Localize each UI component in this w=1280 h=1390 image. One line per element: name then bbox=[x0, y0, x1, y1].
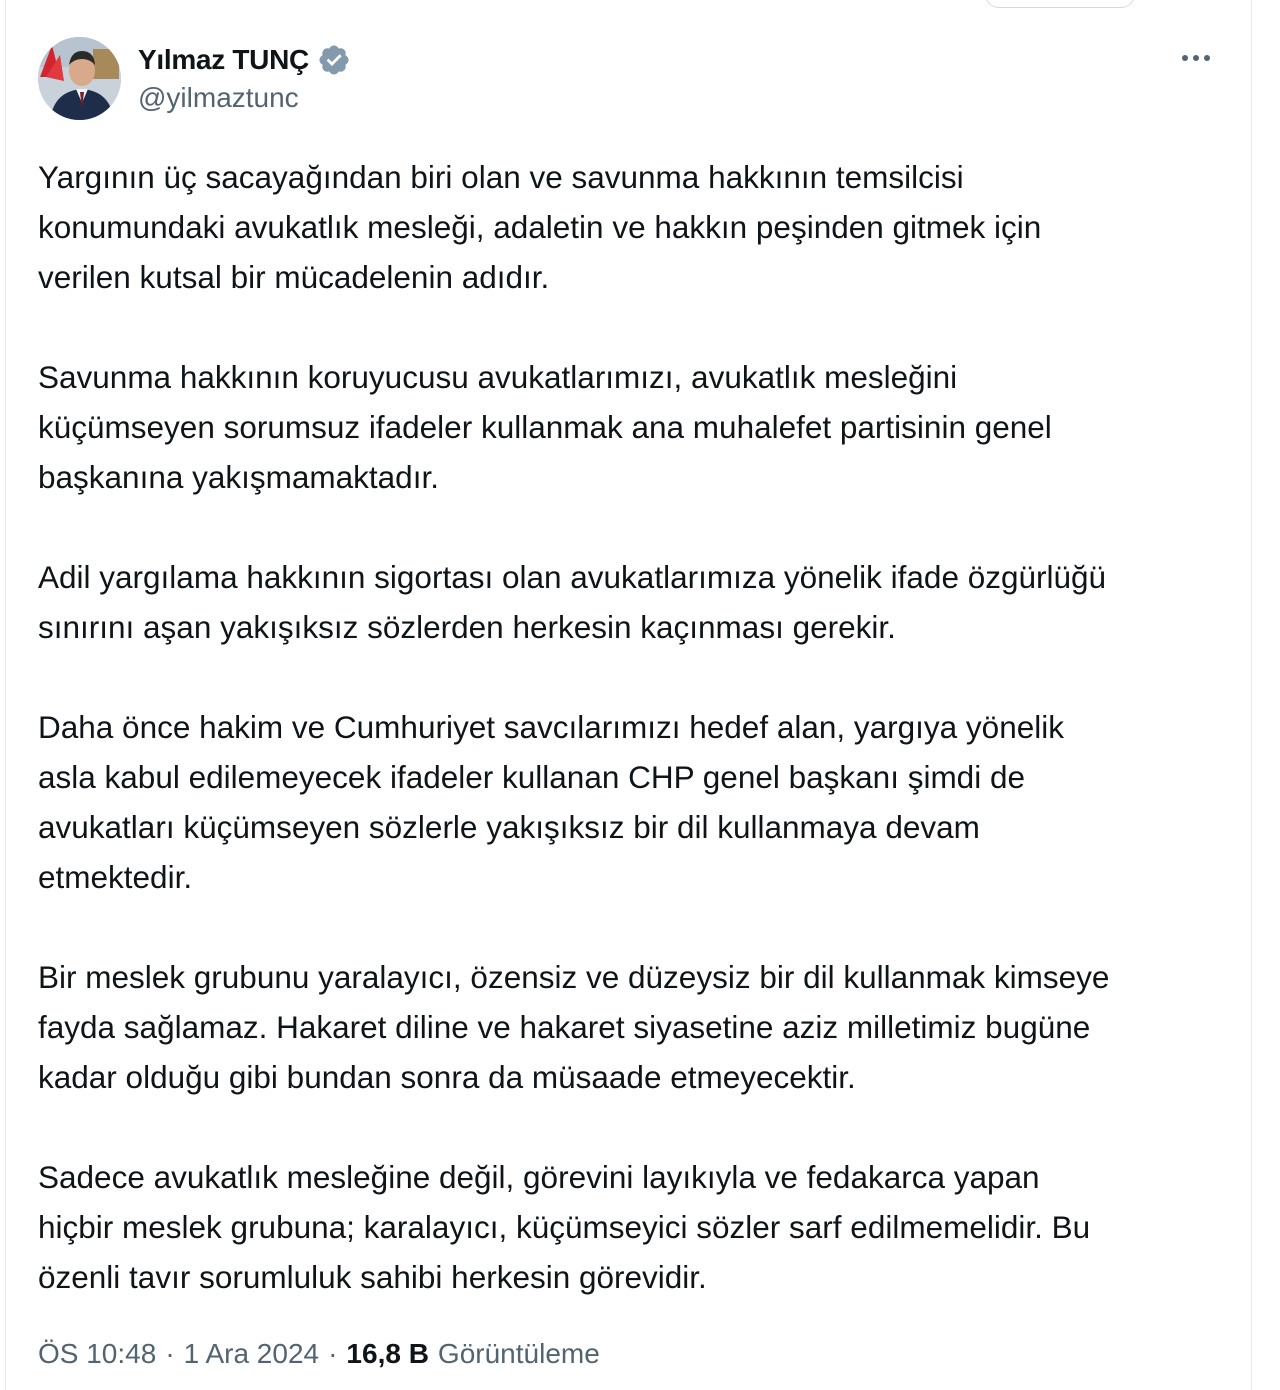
tweet-line: hiçbir meslek grubuna; karalayıcı, küçümseyici sözler sarf edilmemelidir. Bu bbox=[38, 1209, 1091, 1245]
top-pill-button[interactable] bbox=[985, 0, 1135, 8]
tweet-line: asla kabul edilemeyecek ifadeler kullanan CHP genel başkanı şimdi de bbox=[38, 759, 1025, 795]
tweet-line: küçümseyen sorumsuz ifadeler kullanmak ana muhalefet partisinin genel bbox=[38, 409, 1052, 445]
tweet-line: Sadece avukatlık mesleğine değil, görevini layıkıyla ve fedakarca yapan bbox=[38, 1159, 1040, 1195]
tweet-line: Bir meslek grubunu yaralayıcı, özensiz ve düzeysiz bir dil kullanmak kimseye bbox=[38, 959, 1110, 995]
author-name-row[interactable] bbox=[138, 40, 351, 80]
tweet-line: özenli tavır sorumluluk sahibi herkesin görevidir. bbox=[38, 1259, 707, 1295]
more-dot bbox=[1204, 55, 1210, 61]
tweet-paragraph bbox=[38, 352, 1238, 502]
tweet-line: Savunma hakkının koruyucusu avukatlarımızı, avukatlık mesleğini bbox=[38, 359, 958, 395]
tweet-line: Yargının üç sacayağından biri olan ve savunma hakkının temsilcisi bbox=[38, 159, 964, 195]
tweet-paragraph bbox=[38, 552, 1238, 652]
tweet-date[interactable]: 1 Ara 2024 bbox=[183, 1338, 320, 1369]
tweet-line: etmektedir. bbox=[38, 859, 193, 895]
tweet-line: verilen kutsal bir mücadelenin adıdır. bbox=[38, 259, 550, 295]
avatar-photo bbox=[38, 37, 121, 120]
tweet-line: başkanına yakışmamaktadır. bbox=[38, 459, 439, 495]
tweet-meta bbox=[38, 1333, 600, 1375]
tweet-line: Adil yargılama hakkının sigortası olan avukatlarımıza yönelik ifade özgürlüğü bbox=[38, 559, 1107, 595]
meta-separator: · bbox=[165, 1338, 175, 1369]
views-label: Görüntüleme bbox=[437, 1338, 600, 1369]
tweet-line: sınırını aşan yakışıksız sözlerden herkesin kaçınması gerekir. bbox=[38, 609, 896, 645]
tweet-time[interactable]: ÖS 10:48 bbox=[38, 1338, 157, 1369]
tweet-line: avukatları küçümseyen sözlerle yakışıksız bir dil kullanmaya devam bbox=[38, 809, 980, 845]
more-dot bbox=[1182, 55, 1188, 61]
tweet-paragraph bbox=[38, 1152, 1238, 1302]
more-options-icon[interactable] bbox=[1176, 44, 1216, 72]
author-name[interactable]: Yılmaz TUNÇ bbox=[138, 44, 309, 75]
tweet-paragraph bbox=[38, 702, 1238, 902]
tweet-line: konumundaki avukatlık mesleği, adaletin ve hakkın peşinden gitmek için bbox=[38, 209, 1042, 245]
tweet-line: kadar olduğu gibi bundan sonra da müsaade etmeyecektir. bbox=[38, 1059, 856, 1095]
tweet-paragraph bbox=[38, 152, 1238, 302]
tweet-line: fayda sağlamaz. Hakaret diline ve hakaret siyasetine aziz milletimiz bugüne bbox=[38, 1009, 1091, 1045]
tweet-paragraph bbox=[38, 952, 1238, 1102]
views-count: 16,8 B bbox=[346, 1338, 429, 1369]
more-dot bbox=[1193, 55, 1199, 61]
avatar[interactable] bbox=[38, 37, 121, 120]
tweet-line: Daha önce hakim ve Cumhuriyet savcılarımızı hedef alan, yargıya yönelik bbox=[38, 709, 1064, 745]
tweet-text bbox=[38, 152, 1238, 1352]
meta-separator: · bbox=[328, 1338, 338, 1369]
verified-badge-icon bbox=[317, 43, 351, 77]
author-handle[interactable]: @yilmaztunc bbox=[138, 82, 299, 113]
